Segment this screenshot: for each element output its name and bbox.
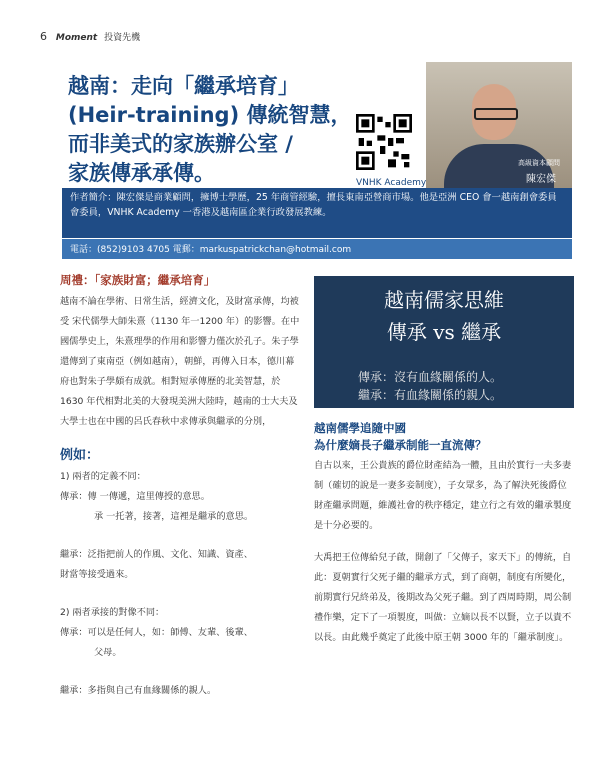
magazine-brand: Moment xyxy=(55,33,98,43)
section-heading: 周禮：「家族財富；繼承培育」 xyxy=(60,273,216,287)
right-paragraph: 大禹把王位傳給兒子啟，開創了「父傳子，家天下」的傳統，自此：夏朝實行父死子繼的繼承方式，到了商朝，制度有所變化，前期實行兄終弟及，後期改為父死子繼。到了西周時期，周公制禮作樂，定下了一項製度，叫做：立嫡以長不以賢，立子以貴不以長。由此幾乎奠定了此後中原王朝 3000 年的「繼承制度」。 xyxy=(314,552,572,643)
left-column xyxy=(60,272,300,701)
pull-quote-box xyxy=(314,276,574,408)
example-heading: 例如： xyxy=(60,448,100,463)
qr-code-icon[interactable] xyxy=(356,114,412,170)
pull-quote-line: 傳承：沒有血緣關係的人。 xyxy=(358,370,503,384)
qr-label: VNHK Academy xyxy=(356,178,427,188)
pull-quote-line: 繼承：有血緣關係的親人。 xyxy=(358,388,503,402)
section-name: 投資先機 xyxy=(104,33,141,43)
example-line: 繼承：多指與自己有血緣關係的親人。 xyxy=(60,685,217,696)
right-subheading: 為什麼嫡長子繼承制能一直流傳？ xyxy=(314,438,487,452)
example-line: 2) 兩者承接的對像不同： xyxy=(60,607,165,618)
example-line: 繼承：泛指把前人的作風、文化、知識、資產、 xyxy=(60,549,253,560)
title-line: (Heir-training) 傳統智慧， xyxy=(68,103,352,127)
article-header xyxy=(40,62,572,262)
title-line: 越南：走向「繼承培育」 xyxy=(68,74,299,98)
author-photo xyxy=(426,62,572,190)
example-line: 傳承：傳 一傳遞，這里傳授的意思。 xyxy=(60,491,210,502)
photo-caption-role: 高級資本顧問 xyxy=(518,159,560,167)
intro-paragraph: 越南不論在學術、日常生活，經濟文化，及財富承傳，均被受 宋代儒學大師朱熹（1130 年一1200 年）的影響。在中國儒學史上，朱熹理學的作用和影響力僅次於孔子。朱子學還傳到了東南亞（例如越南），朝鮮，再傳入日本，德川幕府也對朱子學頗有成就。相對短承傳歷的北美智慧，於 1630 年代相對北美的大發現美洲大陸時，越南的士大夫及大學士也在中國的呂氏春秋中求傳承與繼承的分別， xyxy=(60,296,300,427)
title-line: 而非美式的家族辦公室 / xyxy=(68,132,293,156)
right-subheading: 越南儒學追隨中國 xyxy=(314,421,406,435)
page-number: 6 xyxy=(40,30,47,43)
article-title xyxy=(68,72,368,188)
example-line: 承 一托著，接著，這裡是繼承的意思。 xyxy=(94,511,254,522)
title-line: 家族傳承承傳。 xyxy=(68,161,215,185)
example-line: 傳承：可以是任何人，如：師傅、友輩、後輩、 xyxy=(60,627,253,638)
right-paragraph: 自古以來，王公貴族的爵位財產結為一體，且由於實行一夫多妻制（確切的說是一妻多妾制度），子女眾多，為了解決死後爵位財產繼承問題，維護社會的秩序穩定，建立行之有效的繼承製度是十分必要的。 xyxy=(314,460,572,531)
example-line: 1) 兩者的定義不同： xyxy=(60,471,146,482)
example-line: 財當等接受過來。 xyxy=(60,569,134,580)
pull-quote-title: 越南儒家思維 xyxy=(384,288,504,312)
right-column xyxy=(314,420,574,660)
author-intro: 作者簡介：陳宏傑是商業顧問，擁博士學歷，25 年商管經驗，擅長東南亞營商市場。他是亞洲 CEO 會一越南創會委員會委員，VNHK Academy 一香港及越南區企業行政發展教練。 xyxy=(62,188,572,238)
example-line: 父母。 xyxy=(94,647,122,658)
author-contact: 電話：(852)9103 4705 電郵：markuspatrickchan@hotmail.com xyxy=(62,239,572,259)
pull-quote-subtitle: 傳承 vs 繼承 xyxy=(386,320,502,344)
photo-caption-name: 陳宏傑 xyxy=(526,174,556,185)
page-header xyxy=(40,30,140,43)
